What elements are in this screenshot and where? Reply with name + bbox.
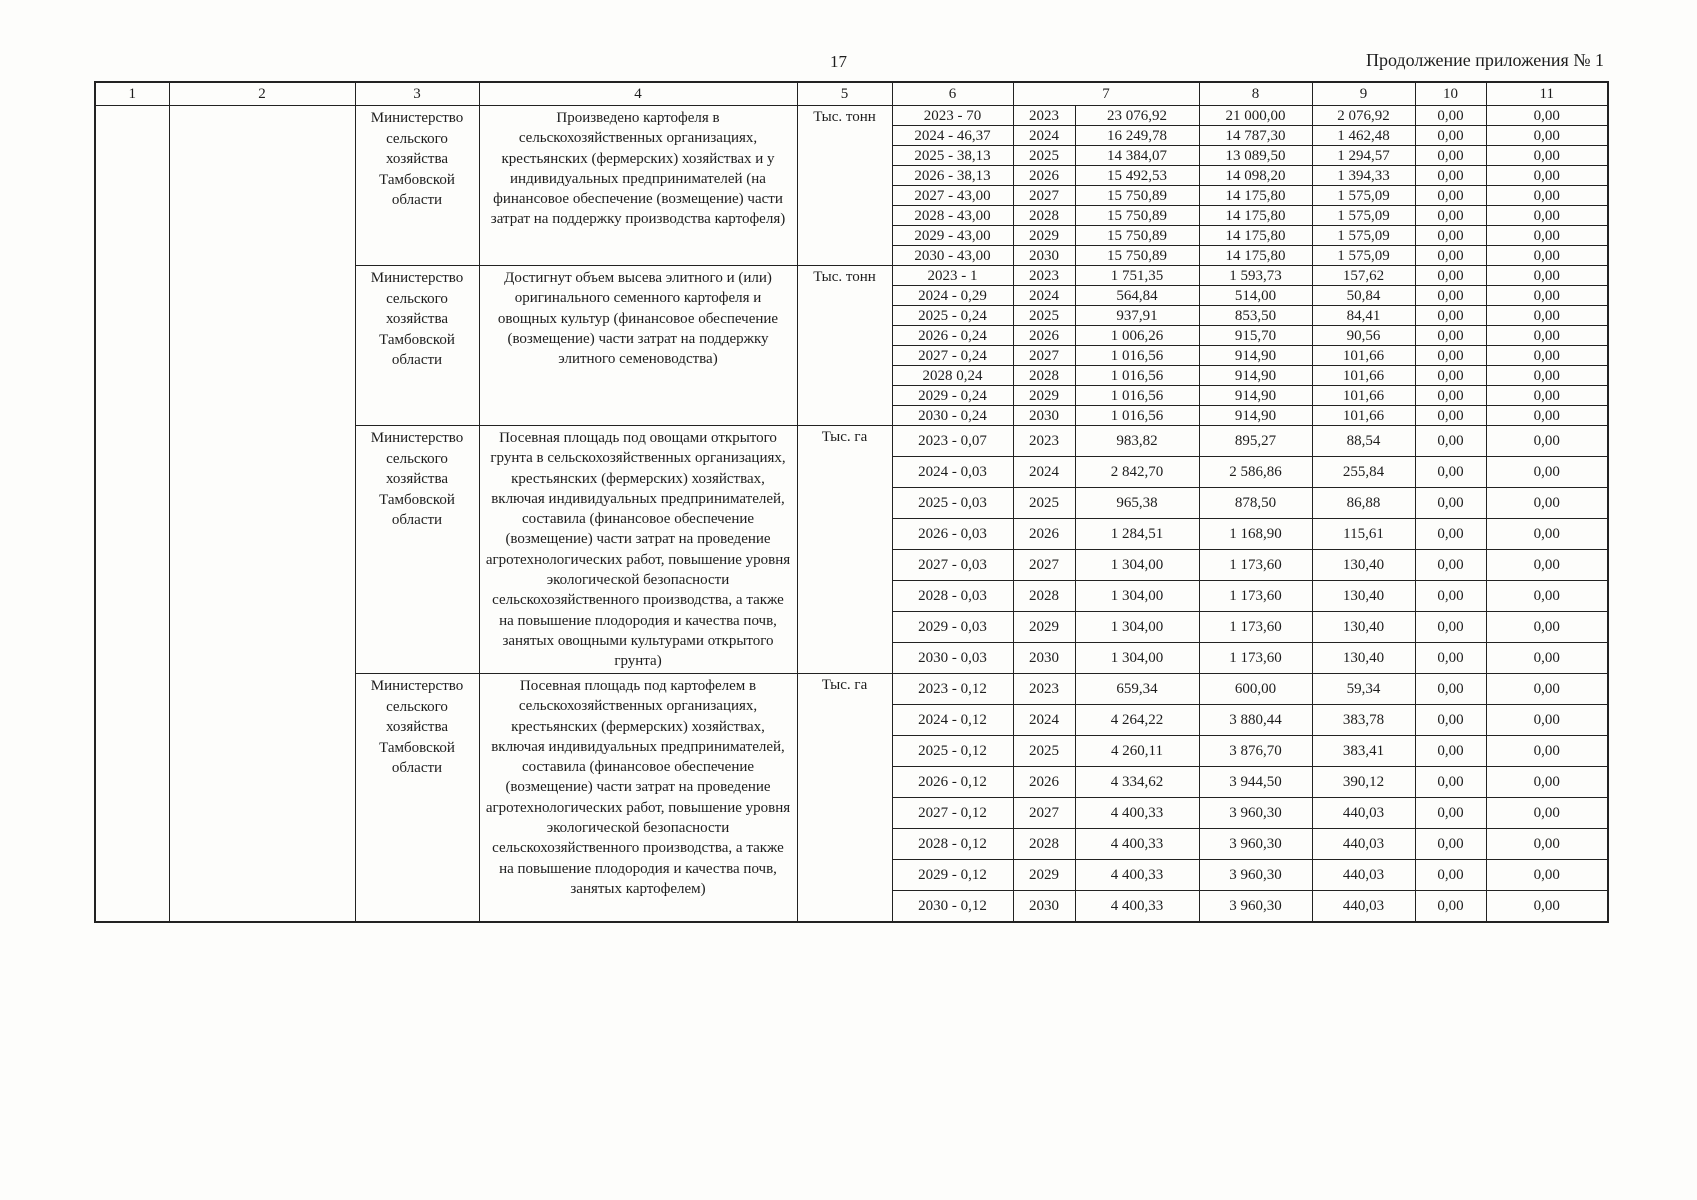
col7-value-cell: 1 016,56 — [1075, 346, 1199, 366]
col11-value-cell: 0,00 — [1486, 306, 1608, 326]
col11-value-cell: 0,00 — [1486, 326, 1608, 346]
col8-value-cell: 895,27 — [1199, 426, 1312, 457]
col9-value-cell: 90,56 — [1312, 326, 1415, 346]
col8-value-cell: 878,50 — [1199, 488, 1312, 519]
col10-value-cell: 0,00 — [1415, 736, 1486, 767]
indicator-cell: Произведено картофеля в сельскохозяйственных организациях, крестьянских (фермерских) хозяйствах и у индивидуальных предпринимателей (на финансовое обеспечение (возмещение) части затрат на поддержку производства картофеля) — [479, 106, 797, 266]
unit-cell: Тыс. га — [797, 426, 892, 674]
year-cell: 2028 — [1013, 581, 1075, 612]
year-cell: 2026 — [1013, 767, 1075, 798]
col7-value-cell: 4 400,33 — [1075, 860, 1199, 891]
col11-value-cell: 0,00 — [1486, 736, 1608, 767]
col7-value-cell: 15 750,89 — [1075, 186, 1199, 206]
col8-value-cell: 14 175,80 — [1199, 246, 1312, 266]
target-cell: 2029 - 0,12 — [892, 860, 1013, 891]
col10-value-cell: 0,00 — [1415, 226, 1486, 246]
col10-value-cell: 0,00 — [1415, 705, 1486, 736]
col11-value-cell: 0,00 — [1486, 643, 1608, 674]
year-cell: 2024 — [1013, 126, 1075, 146]
year-cell: 2023 — [1013, 426, 1075, 457]
col9-value-cell: 1 575,09 — [1312, 206, 1415, 226]
col11-value-cell: 0,00 — [1486, 457, 1608, 488]
year-cell: 2028 — [1013, 829, 1075, 860]
col11-value-cell: 0,00 — [1486, 166, 1608, 186]
col9-value-cell: 440,03 — [1312, 798, 1415, 829]
year-cell: 2030 — [1013, 406, 1075, 426]
col8-value-cell: 14 787,30 — [1199, 126, 1312, 146]
col10-value-cell: 0,00 — [1415, 386, 1486, 406]
col9-value-cell: 130,40 — [1312, 550, 1415, 581]
year-cell: 2025 — [1013, 488, 1075, 519]
target-cell: 2024 - 0,12 — [892, 705, 1013, 736]
col10-value-cell: 0,00 — [1415, 106, 1486, 126]
col10-value-cell: 0,00 — [1415, 829, 1486, 860]
col8-value-cell: 1 173,60 — [1199, 612, 1312, 643]
col8-value-cell: 1 593,73 — [1199, 266, 1312, 286]
target-cell: 2023 - 70 — [892, 106, 1013, 126]
col10-value-cell: 0,00 — [1415, 426, 1486, 457]
col-header-7: 7 — [1013, 82, 1199, 106]
year-cell: 2026 — [1013, 326, 1075, 346]
col8-value-cell: 1 168,90 — [1199, 519, 1312, 550]
col11-value-cell: 0,00 — [1486, 612, 1608, 643]
col7-value-cell: 4 264,22 — [1075, 705, 1199, 736]
year-cell: 2027 — [1013, 186, 1075, 206]
target-cell: 2029 - 0,03 — [892, 612, 1013, 643]
table-row — [95, 106, 1608, 126]
year-cell: 2029 — [1013, 386, 1075, 406]
year-cell: 2028 — [1013, 366, 1075, 386]
col10-value-cell: 0,00 — [1415, 126, 1486, 146]
col7-value-cell: 4 260,11 — [1075, 736, 1199, 767]
year-cell: 2024 — [1013, 705, 1075, 736]
col10-value-cell: 0,00 — [1415, 326, 1486, 346]
target-cell: 2026 - 0,24 — [892, 326, 1013, 346]
year-cell: 2023 — [1013, 674, 1075, 705]
col8-value-cell: 1 173,60 — [1199, 550, 1312, 581]
col7-value-cell: 4 400,33 — [1075, 798, 1199, 829]
col9-value-cell: 440,03 — [1312, 829, 1415, 860]
col7-value-cell: 2 842,70 — [1075, 457, 1199, 488]
col7-value-cell: 1 304,00 — [1075, 581, 1199, 612]
col9-value-cell: 101,66 — [1312, 366, 1415, 386]
col9-value-cell: 440,03 — [1312, 891, 1415, 922]
col11-value-cell: 0,00 — [1486, 146, 1608, 166]
col8-value-cell: 1 173,60 — [1199, 643, 1312, 674]
col7-value-cell: 1 284,51 — [1075, 519, 1199, 550]
target-cell: 2024 - 0,29 — [892, 286, 1013, 306]
col7-value-cell: 1 304,00 — [1075, 612, 1199, 643]
col7-value-cell: 4 334,62 — [1075, 767, 1199, 798]
col9-value-cell: 1 294,57 — [1312, 146, 1415, 166]
target-cell: 2023 - 0,12 — [892, 674, 1013, 705]
col9-value-cell: 88,54 — [1312, 426, 1415, 457]
target-cell: 2025 - 0,12 — [892, 736, 1013, 767]
col10-value-cell: 0,00 — [1415, 366, 1486, 386]
col9-value-cell: 101,66 — [1312, 406, 1415, 426]
col8-value-cell: 14 175,80 — [1199, 206, 1312, 226]
col-header-9: 9 — [1312, 82, 1415, 106]
col8-value-cell: 13 089,50 — [1199, 146, 1312, 166]
appendix-table — [94, 81, 1609, 923]
year-cell: 2025 — [1013, 306, 1075, 326]
col-header-2: 2 — [169, 82, 355, 106]
target-cell: 2025 - 38,13 — [892, 146, 1013, 166]
col-header-1: 1 — [95, 82, 169, 106]
col11-value-cell: 0,00 — [1486, 767, 1608, 798]
col9-value-cell: 101,66 — [1312, 346, 1415, 366]
year-cell: 2029 — [1013, 226, 1075, 246]
year-cell: 2028 — [1013, 206, 1075, 226]
col7-value-cell: 16 249,78 — [1075, 126, 1199, 146]
unit-cell: Тыс. тонн — [797, 266, 892, 426]
col11-value-cell: 0,00 — [1486, 266, 1608, 286]
target-cell: 2027 - 0,24 — [892, 346, 1013, 366]
target-cell: 2026 - 0,12 — [892, 767, 1013, 798]
col8-value-cell: 2 586,86 — [1199, 457, 1312, 488]
target-cell: 2027 - 43,00 — [892, 186, 1013, 206]
agency-cell: Министерство сельского хозяйства Тамбовской области — [355, 106, 479, 266]
col11-value-cell: 0,00 — [1486, 705, 1608, 736]
col10-value-cell: 0,00 — [1415, 206, 1486, 226]
target-cell: 2028 - 0,12 — [892, 829, 1013, 860]
col10-value-cell: 0,00 — [1415, 246, 1486, 266]
col8-value-cell: 14 175,80 — [1199, 186, 1312, 206]
col10-value-cell: 0,00 — [1415, 519, 1486, 550]
col9-value-cell: 383,78 — [1312, 705, 1415, 736]
col10-value-cell: 0,00 — [1415, 457, 1486, 488]
col8-value-cell: 14 175,80 — [1199, 226, 1312, 246]
col7-value-cell: 1 016,56 — [1075, 366, 1199, 386]
col7-value-cell: 1 304,00 — [1075, 550, 1199, 581]
col8-value-cell: 21 000,00 — [1199, 106, 1312, 126]
col7-value-cell: 15 750,89 — [1075, 246, 1199, 266]
col11-value-cell: 0,00 — [1486, 674, 1608, 705]
col9-value-cell: 1 575,09 — [1312, 186, 1415, 206]
col7-value-cell: 23 076,92 — [1075, 106, 1199, 126]
col7-value-cell: 4 400,33 — [1075, 829, 1199, 860]
col8-value-cell: 600,00 — [1199, 674, 1312, 705]
col7-value-cell: 564,84 — [1075, 286, 1199, 306]
col9-value-cell: 84,41 — [1312, 306, 1415, 326]
year-cell: 2025 — [1013, 736, 1075, 767]
col7-value-cell: 1 304,00 — [1075, 643, 1199, 674]
col7-value-cell: 15 750,89 — [1075, 226, 1199, 246]
col9-value-cell: 101,66 — [1312, 386, 1415, 406]
col11-value-cell: 0,00 — [1486, 581, 1608, 612]
col8-value-cell: 914,90 — [1199, 346, 1312, 366]
col10-value-cell: 0,00 — [1415, 891, 1486, 922]
col8-value-cell: 853,50 — [1199, 306, 1312, 326]
col8-value-cell: 1 173,60 — [1199, 581, 1312, 612]
col10-value-cell: 0,00 — [1415, 860, 1486, 891]
col8-value-cell: 3 960,30 — [1199, 860, 1312, 891]
col11-value-cell: 0,00 — [1486, 829, 1608, 860]
col11-value-cell: 0,00 — [1486, 186, 1608, 206]
col10-value-cell: 0,00 — [1415, 146, 1486, 166]
col11-value-cell: 0,00 — [1486, 246, 1608, 266]
col10-value-cell: 0,00 — [1415, 166, 1486, 186]
col10-value-cell: 0,00 — [1415, 612, 1486, 643]
col8-value-cell: 914,90 — [1199, 406, 1312, 426]
col9-value-cell: 383,41 — [1312, 736, 1415, 767]
col9-value-cell: 2 076,92 — [1312, 106, 1415, 126]
target-cell: 2030 - 0,03 — [892, 643, 1013, 674]
col8-value-cell: 915,70 — [1199, 326, 1312, 346]
col8-value-cell: 914,90 — [1199, 366, 1312, 386]
year-cell: 2027 — [1013, 346, 1075, 366]
target-cell: 2028 - 0,03 — [892, 581, 1013, 612]
col9-value-cell: 130,40 — [1312, 643, 1415, 674]
target-cell: 2024 - 46,37 — [892, 126, 1013, 146]
indicator-cell: Достигнут объем высева элитного и (или) оригинального семенного картофеля и овощных культур (финансовое обеспечение (возмещение) части затрат на поддержку элитного семеноводства) — [479, 266, 797, 426]
col7-value-cell: 659,34 — [1075, 674, 1199, 705]
agency-cell: Министерство сельского хозяйства Тамбовской области — [355, 266, 479, 426]
col10-value-cell: 0,00 — [1415, 266, 1486, 286]
col11-value-cell: 0,00 — [1486, 346, 1608, 366]
indicator-cell: Посевная площадь под овощами открытого грунта в сельскохозяйственных организациях, крестьянских (фермерских) хозяйствах, включая индивидуальных предпринимателей, составила (финансовое обеспечение (возмещение) части затрат на проведение агротехнологических работ, повышение уровня экологической безопасности сельскохозяйственного производства, а также на повышение плодородия и качества почв, занятых овощными культурами открытого грунта) — [479, 426, 797, 674]
col11-value-cell: 0,00 — [1486, 488, 1608, 519]
target-cell: 2024 - 0,03 — [892, 457, 1013, 488]
page-number: 17 — [830, 52, 847, 71]
target-cell: 2030 - 0,24 — [892, 406, 1013, 426]
year-cell: 2024 — [1013, 457, 1075, 488]
target-cell: 2026 - 0,03 — [892, 519, 1013, 550]
col8-value-cell: 14 098,20 — [1199, 166, 1312, 186]
col11-value-cell: 0,00 — [1486, 798, 1608, 829]
col10-value-cell: 0,00 — [1415, 346, 1486, 366]
col11-value-cell: 0,00 — [1486, 406, 1608, 426]
col11-value-cell: 0,00 — [1486, 126, 1608, 146]
col2-blank-cell — [169, 106, 355, 922]
col-header-6: 6 — [892, 82, 1013, 106]
col11-value-cell: 0,00 — [1486, 106, 1608, 126]
target-cell: 2030 - 43,00 — [892, 246, 1013, 266]
col9-value-cell: 1 394,33 — [1312, 166, 1415, 186]
target-cell: 2028 0,24 — [892, 366, 1013, 386]
year-cell: 2029 — [1013, 612, 1075, 643]
col9-value-cell: 130,40 — [1312, 612, 1415, 643]
col7-value-cell: 1 006,26 — [1075, 326, 1199, 346]
col-header-3: 3 — [355, 82, 479, 106]
col11-value-cell: 0,00 — [1486, 860, 1608, 891]
col-header-10: 10 — [1415, 82, 1486, 106]
col11-value-cell: 0,00 — [1486, 226, 1608, 246]
year-cell: 2023 — [1013, 106, 1075, 126]
col9-value-cell: 59,34 — [1312, 674, 1415, 705]
col8-value-cell: 3 960,30 — [1199, 829, 1312, 860]
year-cell: 2029 — [1013, 860, 1075, 891]
year-cell: 2030 — [1013, 246, 1075, 266]
col7-value-cell: 1 751,35 — [1075, 266, 1199, 286]
year-cell: 2027 — [1013, 798, 1075, 829]
col8-value-cell: 514,00 — [1199, 286, 1312, 306]
col9-value-cell: 1 575,09 — [1312, 226, 1415, 246]
col11-value-cell: 0,00 — [1486, 550, 1608, 581]
col8-value-cell: 3 944,50 — [1199, 767, 1312, 798]
col10-value-cell: 0,00 — [1415, 186, 1486, 206]
col10-value-cell: 0,00 — [1415, 643, 1486, 674]
target-cell: 2023 - 0,07 — [892, 426, 1013, 457]
target-cell: 2027 - 0,03 — [892, 550, 1013, 581]
year-cell: 2026 — [1013, 166, 1075, 186]
unit-cell: Тыс. га — [797, 674, 892, 922]
year-cell: 2026 — [1013, 519, 1075, 550]
target-cell: 2026 - 38,13 — [892, 166, 1013, 186]
year-cell: 2030 — [1013, 643, 1075, 674]
target-cell: 2025 - 0,03 — [892, 488, 1013, 519]
col9-value-cell: 1 575,09 — [1312, 246, 1415, 266]
col8-value-cell: 3 880,44 — [1199, 705, 1312, 736]
col9-value-cell: 255,84 — [1312, 457, 1415, 488]
col10-value-cell: 0,00 — [1415, 674, 1486, 705]
col10-value-cell: 0,00 — [1415, 488, 1486, 519]
col7-value-cell: 965,38 — [1075, 488, 1199, 519]
target-cell: 2029 - 43,00 — [892, 226, 1013, 246]
col10-value-cell: 0,00 — [1415, 306, 1486, 326]
indicator-cell: Посевная площадь под картофелем в сельскохозяйственных организациях, крестьянских (фермерских) хозяйствах, включая индивидуальных предпринимателей, составила (финансовое обеспечение (возмещение) части затрат на проведение агротехнологических работ, повышение уровня экологической безопасности сельскохозяйственного производства, а также на повышение плодородия и качества почв, занятых картофелем) — [479, 674, 797, 922]
col11-value-cell: 0,00 — [1486, 366, 1608, 386]
target-cell: 2028 - 43,00 — [892, 206, 1013, 226]
col11-value-cell: 0,00 — [1486, 206, 1608, 226]
unit-cell: Тыс. тонн — [797, 106, 892, 266]
col11-value-cell: 0,00 — [1486, 891, 1608, 922]
target-cell: 2030 - 0,12 — [892, 891, 1013, 922]
target-cell: 2029 - 0,24 — [892, 386, 1013, 406]
target-cell: 2025 - 0,24 — [892, 306, 1013, 326]
col10-value-cell: 0,00 — [1415, 286, 1486, 306]
col11-value-cell: 0,00 — [1486, 426, 1608, 457]
col7-value-cell: 983,82 — [1075, 426, 1199, 457]
col7-value-cell: 1 016,56 — [1075, 406, 1199, 426]
appendix-continuation-label: Продолжение приложения № 1 — [1365, 50, 1604, 70]
col10-value-cell: 0,00 — [1415, 798, 1486, 829]
year-cell: 2023 — [1013, 266, 1075, 286]
col9-value-cell: 1 462,48 — [1312, 126, 1415, 146]
col8-value-cell: 914,90 — [1199, 386, 1312, 406]
col11-value-cell: 0,00 — [1486, 286, 1608, 306]
col7-value-cell: 1 016,56 — [1075, 386, 1199, 406]
year-cell: 2030 — [1013, 891, 1075, 922]
col7-value-cell: 15 492,53 — [1075, 166, 1199, 186]
year-cell: 2024 — [1013, 286, 1075, 306]
col9-value-cell: 130,40 — [1312, 581, 1415, 612]
table-body — [95, 106, 1608, 922]
column-number-row — [95, 82, 1608, 106]
col7-value-cell: 15 750,89 — [1075, 206, 1199, 226]
col7-value-cell: 4 400,33 — [1075, 891, 1199, 922]
col11-value-cell: 0,00 — [1486, 386, 1608, 406]
col9-value-cell: 50,84 — [1312, 286, 1415, 306]
col10-value-cell: 0,00 — [1415, 767, 1486, 798]
col-header-11: 11 — [1486, 82, 1608, 106]
col9-value-cell: 157,62 — [1312, 266, 1415, 286]
col9-value-cell: 115,61 — [1312, 519, 1415, 550]
col10-value-cell: 0,00 — [1415, 550, 1486, 581]
col11-value-cell: 0,00 — [1486, 519, 1608, 550]
col9-value-cell: 440,03 — [1312, 860, 1415, 891]
col10-value-cell: 0,00 — [1415, 406, 1486, 426]
col-header-5: 5 — [797, 82, 892, 106]
col1-blank-cell — [95, 106, 169, 922]
col-header-4: 4 — [479, 82, 797, 106]
col7-value-cell: 937,91 — [1075, 306, 1199, 326]
col10-value-cell: 0,00 — [1415, 581, 1486, 612]
agency-cell: Министерство сельского хозяйства Тамбовской области — [355, 674, 479, 922]
col7-value-cell: 14 384,07 — [1075, 146, 1199, 166]
col8-value-cell: 3 960,30 — [1199, 891, 1312, 922]
year-cell: 2025 — [1013, 146, 1075, 166]
target-cell: 2023 - 1 — [892, 266, 1013, 286]
year-cell: 2027 — [1013, 550, 1075, 581]
col8-value-cell: 3 876,70 — [1199, 736, 1312, 767]
col9-value-cell: 86,88 — [1312, 488, 1415, 519]
col-header-8: 8 — [1199, 82, 1312, 106]
agency-cell: Министерство сельского хозяйства Тамбовской области — [355, 426, 479, 674]
col9-value-cell: 390,12 — [1312, 767, 1415, 798]
target-cell: 2027 - 0,12 — [892, 798, 1013, 829]
col8-value-cell: 3 960,30 — [1199, 798, 1312, 829]
